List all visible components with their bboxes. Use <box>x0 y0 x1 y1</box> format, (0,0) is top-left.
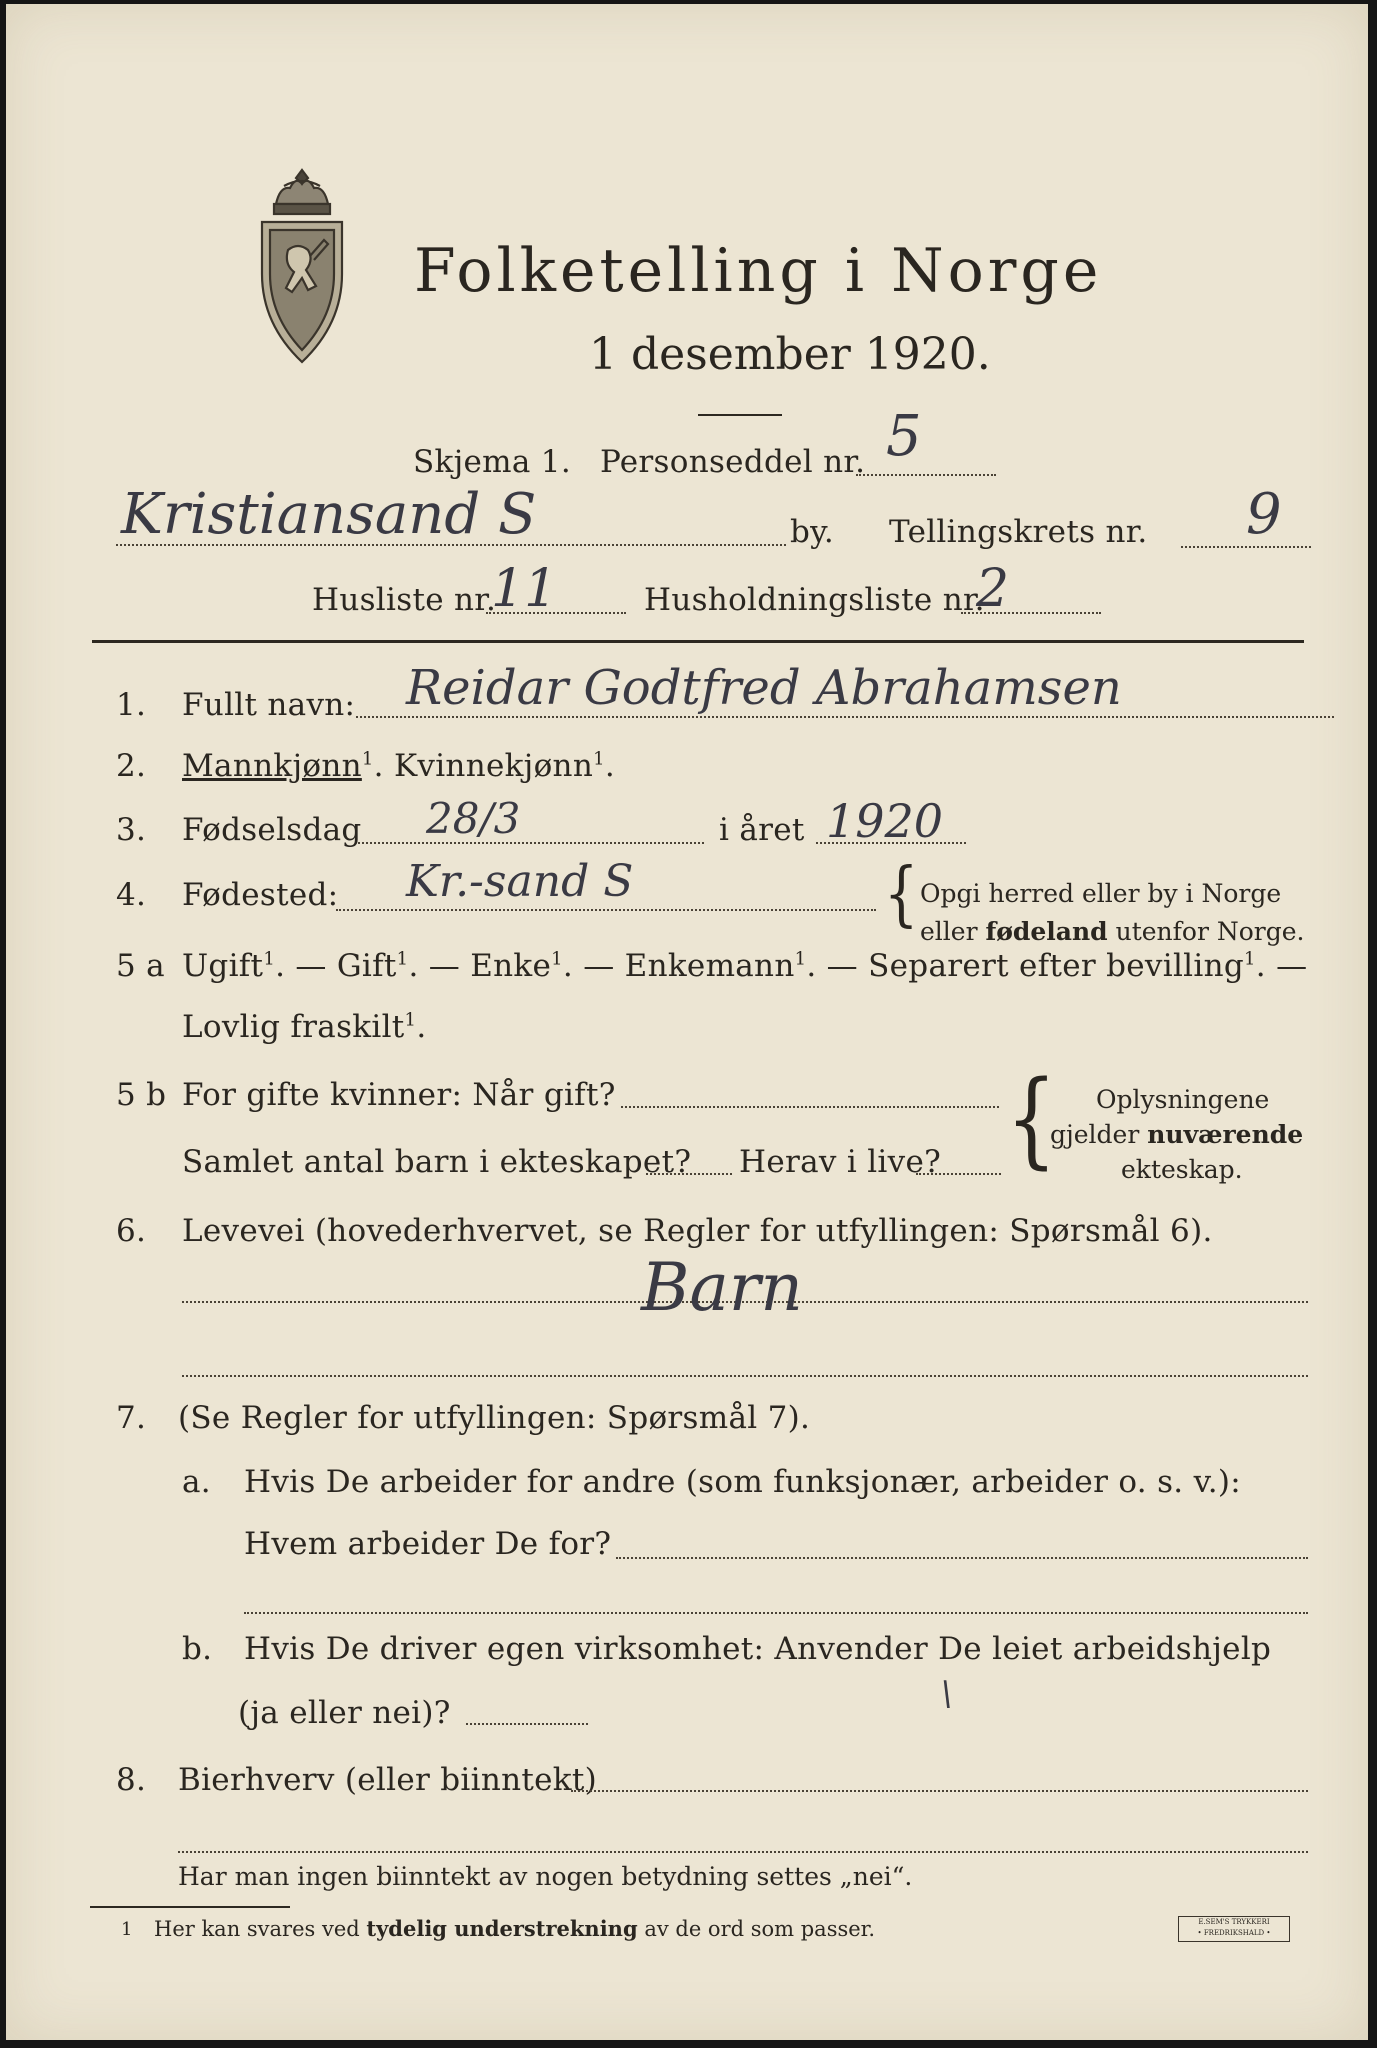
children-total-field[interactable] <box>646 1173 732 1175</box>
marriage-note-1: Oplysningene <box>1096 1085 1270 1114</box>
footnote-ref: 1 <box>551 948 563 970</box>
footnote-ref: 1 <box>263 948 276 970</box>
footnote-divider <box>90 1906 290 1908</box>
employer-label: Hvem arbeider De for? <box>244 1526 612 1562</box>
skjema-label: Skjema 1. <box>413 444 571 480</box>
census-form-sheet <box>6 4 1368 2040</box>
footnote-text-part: av de ord som passer. <box>637 1917 876 1941</box>
children-alive-label: Herav i live? <box>739 1144 942 1180</box>
tellingskrets-value: 9 <box>1246 482 1282 547</box>
birthday-field[interactable] <box>358 842 704 844</box>
option-gift[interactable]: . — Gift <box>275 948 397 984</box>
q2-separator: . <box>373 748 384 784</box>
occupation-label: Levevei (hovederhvervet, se Regler for utfyllingen: Spørsmål 6). <box>182 1213 1213 1249</box>
birthplace-note-1: Opgi herred eller by i Norge <box>920 879 1282 908</box>
children-alive-field[interactable] <box>916 1173 1001 1175</box>
option-separator: . — <box>1255 948 1308 984</box>
coat-of-arms-icon <box>248 164 356 369</box>
footnote-ref: 1 <box>1244 948 1256 970</box>
footnote-text <box>154 1916 875 1941</box>
q7b-letter: b. <box>182 1631 213 1667</box>
footnote-marker: 1 <box>121 1919 133 1940</box>
children-total-label: Samlet antal barn i ekteskapet? <box>182 1144 692 1180</box>
personseddel-field[interactable] <box>856 474 996 476</box>
footer-note: Har man ingen biinntekt av nogen betydning settes „nei“. <box>178 1862 913 1891</box>
printer-stamp <box>1178 1916 1290 1942</box>
personseddel-value: 5 <box>886 404 922 469</box>
footnote-ref: 1 <box>794 948 807 970</box>
side-income-field-1[interactable] <box>571 1790 1308 1792</box>
full-name-value: Reidar Godtfred Abrahamsen <box>406 660 1122 716</box>
form-date: 1 desember 1920. <box>589 329 991 380</box>
birthday-value: 28/3 <box>426 794 521 843</box>
male-option[interactable]: Mannkjønn <box>182 748 362 784</box>
husliste-value: 11 <box>491 559 558 619</box>
marriage-note-brace: { <box>1006 1058 1057 1179</box>
form-title: Folketelling i Norge <box>414 236 1103 306</box>
option-separert[interactable]: . — Separert efter bevilling <box>806 948 1244 984</box>
hired-help-field[interactable] <box>466 1723 588 1725</box>
q2-number: 2. <box>116 748 147 784</box>
option-enke[interactable]: . — Enke <box>408 948 552 984</box>
occupation-field-2[interactable] <box>182 1375 1308 1377</box>
footnote-ref: 1 <box>361 748 374 770</box>
q7-number: 7. <box>116 1400 147 1436</box>
tellingskrets-label: Tellingskrets nr. <box>889 514 1148 550</box>
note-text: eller <box>920 917 986 946</box>
birth-year-value: 1920 <box>826 794 944 848</box>
side-income-label: Bierhverv (eller biinntekt) <box>178 1762 598 1798</box>
occupation-value: Barn <box>641 1249 803 1326</box>
birthday-label: Fødselsdag <box>182 812 362 848</box>
q5b-number: 5 b <box>116 1077 167 1113</box>
q3-number: 3. <box>116 812 147 848</box>
employer-field-2[interactable] <box>244 1612 1308 1614</box>
footnote-ref: 1 <box>396 948 409 970</box>
option-ugift[interactable]: Ugift <box>182 948 264 984</box>
husholdningsliste-label: Husholdningsliste nr. <box>644 582 985 618</box>
birthplace-value: Kr.-sand S <box>406 856 634 907</box>
option-fraskilt[interactable]: Lovlig fraskilt <box>182 1009 405 1045</box>
husliste-label: Husliste nr. <box>312 582 497 618</box>
married-when-label: For gifte kvinner: Når gift? <box>182 1077 616 1113</box>
q7a-label: Hvis De arbeider for andre (som funksjonær, arbeider o. s. v.): <box>244 1464 1242 1500</box>
q1-label: Fullt navn: <box>182 687 356 723</box>
note-bold-text: nuværende <box>1147 1120 1304 1149</box>
q6-number: 6. <box>116 1213 147 1249</box>
marital-status-options <box>182 948 1307 984</box>
q1-number: 1. <box>116 687 147 723</box>
marital-status-line2 <box>182 1009 426 1045</box>
note-text: utenfor Norge. <box>1107 917 1305 946</box>
footnote-ref: 1 <box>404 1009 417 1031</box>
husholdningsliste-value: 2 <box>976 559 1010 619</box>
note-text: gjelder <box>1050 1120 1148 1149</box>
q5a-end: . <box>416 1009 427 1045</box>
full-name-field[interactable] <box>356 716 1334 718</box>
q8-number: 8. <box>116 1762 147 1798</box>
header-divider <box>92 640 1304 643</box>
footnote-ref: 1 <box>593 748 605 770</box>
q5a-number: 5 a <box>116 948 165 984</box>
by-label: by. <box>790 514 834 550</box>
printer-name: E.SEM'S TRYKKERI <box>1198 1918 1270 1926</box>
birthplace-note-2 <box>920 917 1304 946</box>
q4-number: 4. <box>116 877 147 913</box>
city-value: Kristiansand S <box>121 482 537 547</box>
q7a-letter: a. <box>182 1464 211 1500</box>
side-income-field-2[interactable] <box>178 1851 1308 1853</box>
married-when-field[interactable] <box>621 1106 999 1108</box>
title-divider <box>698 414 782 416</box>
footnote-bold-text: tydelig understrekning <box>366 1916 638 1941</box>
note-bold-text: fødeland <box>985 917 1108 946</box>
footnote-text-part: Her kan svares ved <box>154 1917 367 1941</box>
q7-label: (Se Regler for utfyllingen: Spørsmål 7). <box>178 1400 811 1436</box>
personseddel-label: Personseddel nr. <box>600 444 866 480</box>
q7b-label: Hvis De driver egen virksomhet: Anvender De leiet arbeidshjelp <box>244 1631 1272 1667</box>
marriage-note-2 <box>1050 1120 1303 1149</box>
hired-help-label: (ja eller nei)? <box>238 1695 451 1731</box>
marriage-note-3: ekteskap. <box>1121 1155 1243 1184</box>
option-enkemann[interactable]: . — Enkemann <box>562 948 795 984</box>
printer-city: • FREDRIKSHALD • <box>1197 1929 1271 1937</box>
sex-options <box>182 748 615 784</box>
birthplace-label: Fødested: <box>182 877 339 913</box>
q2-end: . <box>604 748 616 784</box>
birth-year-label: i året <box>719 812 805 848</box>
stray-mark: \ <box>941 1674 953 1714</box>
birthplace-note-brace: { <box>884 852 919 935</box>
employer-field-1[interactable] <box>616 1557 1308 1559</box>
female-option[interactable]: Kvinnekjønn <box>393 748 594 784</box>
birthplace-field[interactable] <box>336 909 876 911</box>
